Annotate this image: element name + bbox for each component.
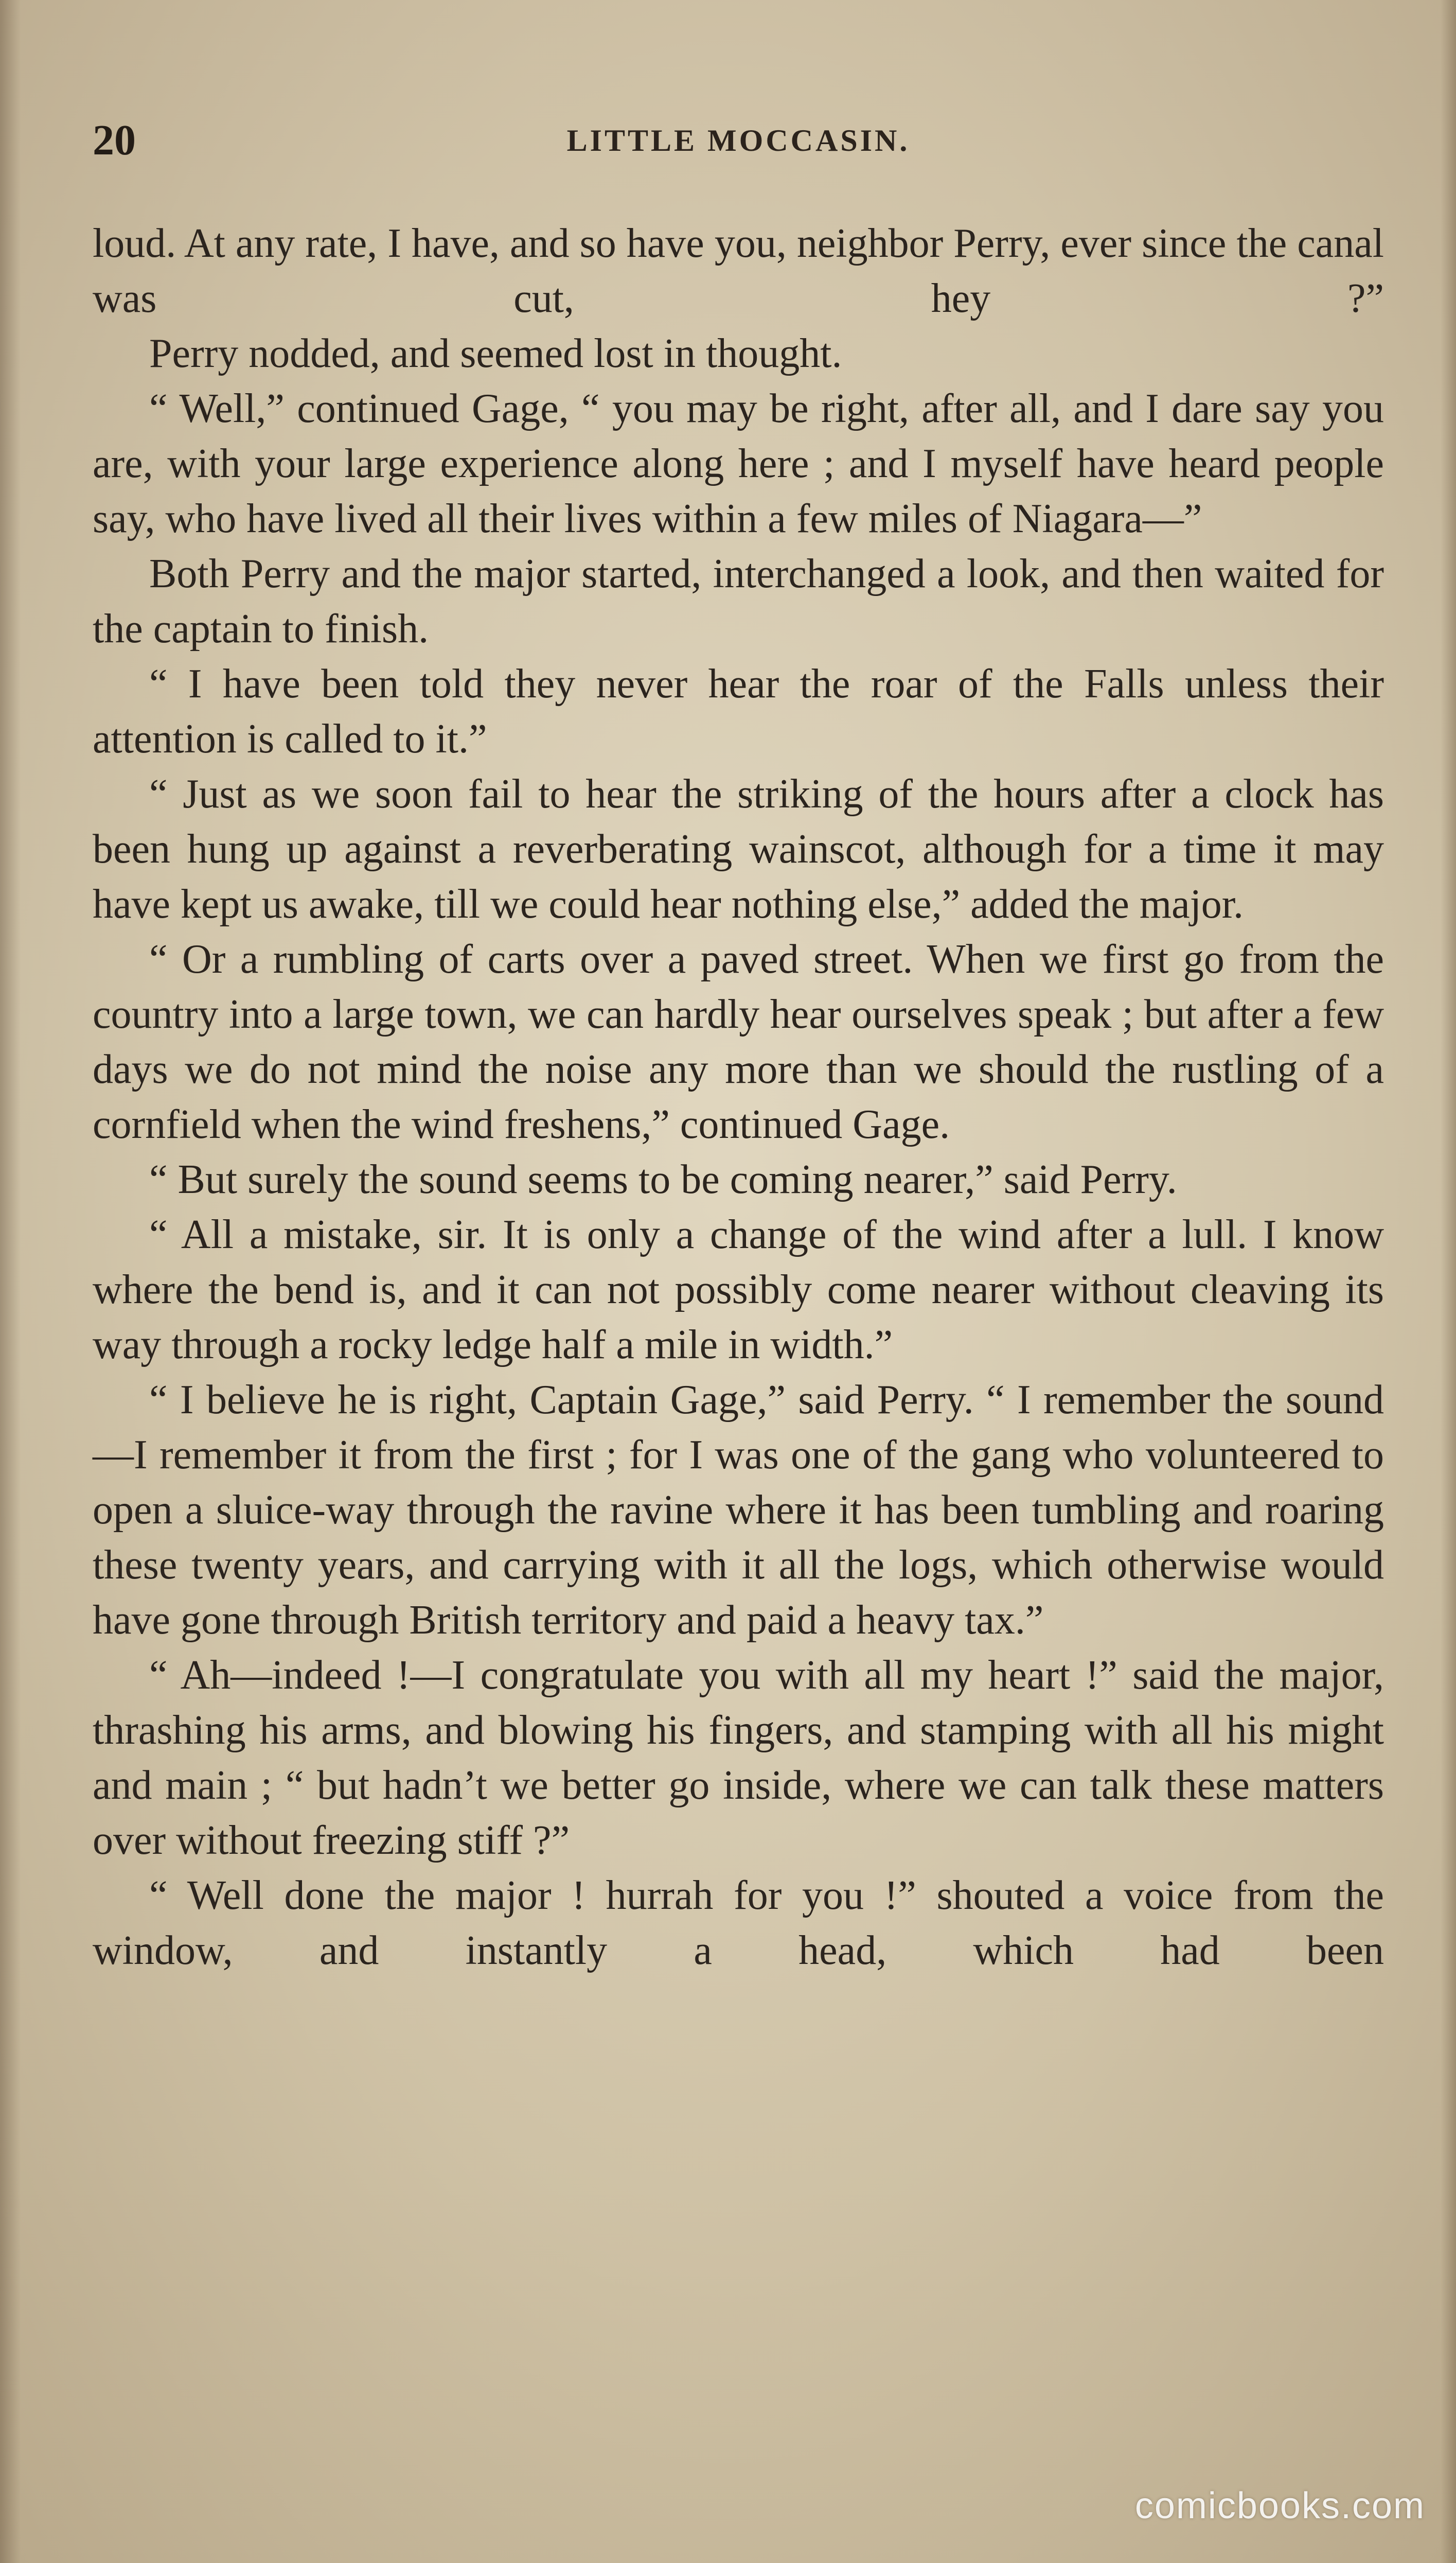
paragraph: “ I believe he is right, Captain Gage,” said Perry. “ I remember the sound—I remember it from the first ; for I was one of the gang who volunteered to open a sluice-way through the ravine where it has been tumbling and roaring these twenty years, and carrying with it all the logs, which otherwise would have gone through British territory and paid a heavy tax.” <box>93 1377 1384 1643</box>
page-header <box>93 112 1384 169</box>
paragraph: “ I have been told they never hear the roar of the Falls unless their attention is called to it.” <box>93 661 1384 762</box>
paragraph: “ All a mistake, sir. It is only a change of the wind after a lull. I know where the bend is, and it can not possibly come nearer without cleaving its way through a rocky ledge half a mile in width.” <box>93 1212 1384 1367</box>
body-text <box>93 216 1384 1978</box>
page-gutter-shadow <box>0 0 21 2563</box>
paragraph: “ Ah—indeed !—I congratulate you with all my heart !” said the major, thrashing his arms, and blowing his fingers, and stamping with all his might and main ; “ but hadn’t we better go inside, where we can talk these matters over without freezing stiff ?” <box>93 1653 1384 1863</box>
page-number: 20 <box>93 116 136 164</box>
paragraph: “ Well done the major ! hurrah for you !” shouted a voice from the window, and instantly a head, which had been <box>93 1873 1384 1973</box>
page-edge-shadow <box>1441 0 1456 2563</box>
watermark: comicbooks.com <box>1134 2485 1425 2526</box>
paragraph: “ Or a rumbling of carts over a paved street. When we first go from the country into a large town, we can hardly hear ourselves speak ; but after a few days we do not mind the noise any more than we should the rustling of a cornfield when the wind freshens,” continued Gage. <box>93 937 1384 1147</box>
paragraph: “ Just as we soon fail to hear the striking of the hours after a clock has been hung up against a reverberating wainscot, although for a time it may have kept us awake, till we could hear nothing else,” added the major. <box>93 771 1384 927</box>
paragraph: “ But surely the sound seems to be coming nearer,” said Perry. <box>149 1157 1177 1202</box>
paragraph: “ Well,” continued Gage, “ you may be right, after all, and I dare say you are, with your large experience along here ; and I myself have heard people say, who have lived all their lives within a few miles of Niagara—” <box>93 386 1384 541</box>
running-head: LITTLE MOCCASIN. <box>566 124 910 157</box>
paragraph: loud. At any rate, I have, and so have you, neighbor Perry, ever since the canal was cut, hey ?” <box>93 221 1384 321</box>
paragraph: Perry nodded, and seemed lost in thought. <box>149 331 842 376</box>
paragraph: Both Perry and the major started, interchanged a look, and then waited for the captain to finish. <box>93 551 1384 652</box>
